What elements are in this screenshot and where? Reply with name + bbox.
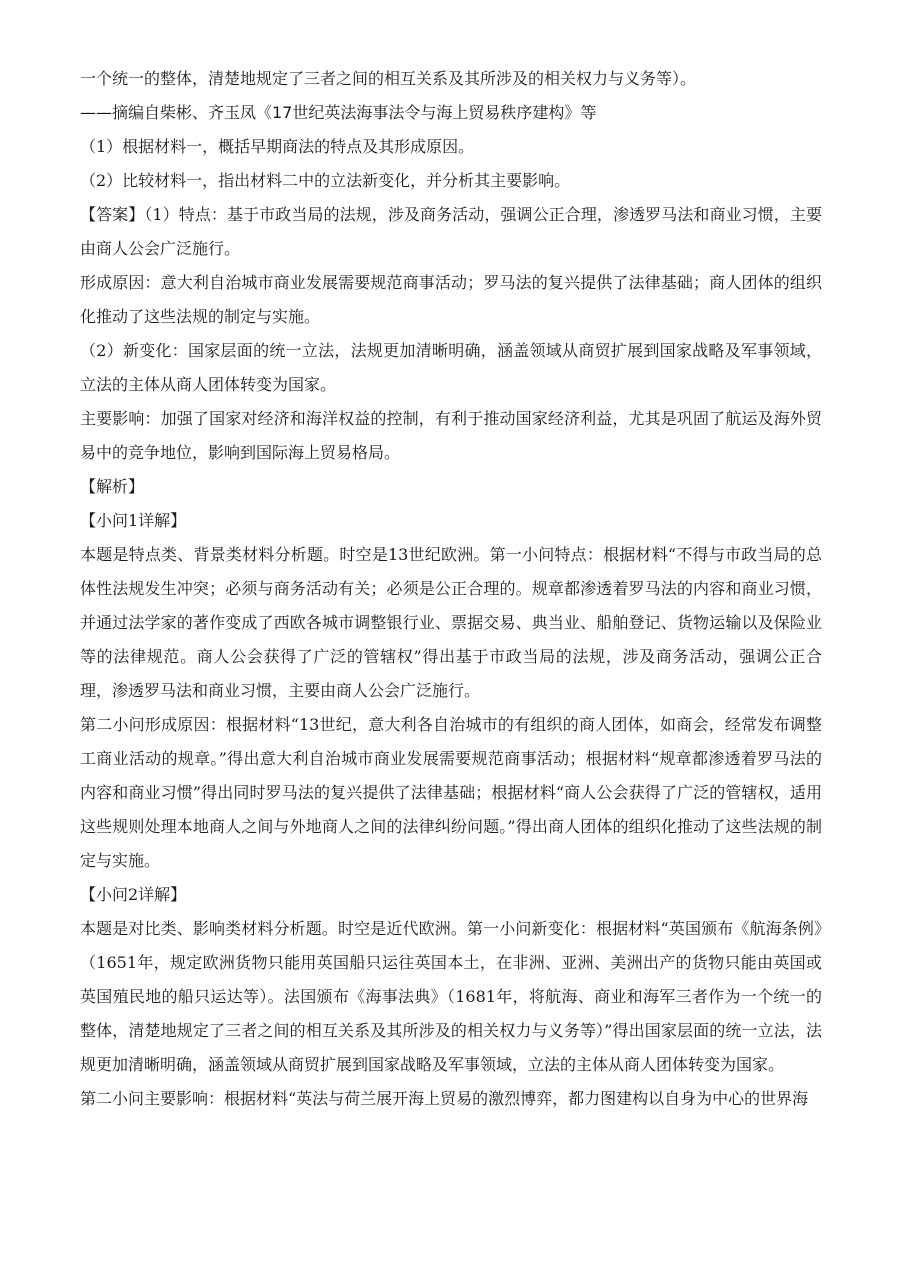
sub-question-1-paragraph-2: 第二小问形成原因：根据材料“13世纪，意大利各自治城市的有组织的商人团体，如商会，经常发布调整工商业活动的规章。”得出意大利自治城市商业发展需要规范商事活动；根据材料“规章都渗透着罗马法的内容和商业习惯”得出同时罗马法的复兴提供了法律基础；根据材料“商人公会获得了广泛的管辖权，适用这些规则处理本地商人之间与外地商人之间的法律纠纷问题。”得出商人团体的组织化推动了这些法规的制定与实施。 [80,715,822,870]
question-1: （1）根据材料一，概括早期商法的特点及其形成原因。 [80,137,475,156]
answer-q1-features [80,198,822,266]
sub-question-1-paragraph-1: 本题是特点类、背景类材料分析题。时空是13世纪欧洲。第一小问特点：根据材料“不得与市政当局的总体性法规发生冲突；必须与商务活动有关；必须是公正合理的。规章都渗透着罗马法的内容和商业习惯，并通过法学家的著作变成了西欧各城市调整银行业、票据交易、典当业、船舶登记、货物运输以及保险业等的法律规范。商人公会获得了广泛的管辖权”得出基于市政当局的法规，涉及商务活动，强调公正合理，渗透罗马法和商业习惯，主要由商人公会广泛施行。 [80,545,822,700]
sub-question-2-paragraph-1: 本题是对比类、影响类材料分析题。时空是近代欧洲。第一小问新变化：根据材料“英国颁布《航海条例》（1651年，规定欧洲货物只能用英国船只运往英国本土，在非洲、亚洲、美洲出产的货物只能由英国或英国殖民地的船只运达等）。法国颁布《海事法典》（1681年，将航海、商业和海军三者作为一个统一的整体，清楚地规定了三者之间的相互关系及其所涉及的相关权力与义务等）”得出国家层面的统一立法，法规更加清晰明确，涵盖领域从商贸扩展到国家战略及军事领域，立法的主体从商人团体转变为国家。 [80,919,822,1074]
sub-question-2-heading: 【小问2详解】 [80,885,187,904]
answer-q1-features-text: （1）特点：基于市政当局的法规，涉及商务活动，强调公正合理，渗透罗马法和商业习惯，主要由商人公会广泛施行。 [80,205,822,258]
document-page [80,62,822,1116]
sub-question-1-heading: 【小问1详解】 [80,511,187,530]
material-end: 一个统一的整体，清楚地规定了三者之间的相互关系及其所涉及的相关权力与义务等）。 [80,69,697,88]
answer-label: 【答案】 [80,205,145,224]
question-2: （2）比较材料一，指出材料二中的立法新变化，并分析其主要影响。 [80,171,571,190]
analysis-label: 【解析】 [80,477,145,496]
answer-q2-impact: 主要影响：加强了国家对经济和海洋权益的控制，有利于推动国家经济利益，尤其是巩固了航运及海外贸易中的竞争地位，影响到国际海上贸易格局。 [80,409,822,462]
sub-question-2-paragraph-2: 第二小问主要影响：根据材料“英法与荷兰展开海上贸易的激烈博弈，都力图建构以自身为中心的世界海 [80,1089,809,1108]
answer-q1-reasons: 形成原因：意大利自治城市商业发展需要规范商事活动；罗马法的复兴提供了法律基础；商人团体的组织化推动了这些法规的制定与实施。 [80,273,822,326]
material-source: ——摘编自柴彬、齐玉凤《17世纪英法海事法令与海上贸易秩序建构》等 [80,103,597,122]
answer-q2-changes: （2）新变化：国家层面的统一立法，法规更加清晰明确，涵盖领域从商贸扩展到国家战略及军事领域，立法的主体从商人团体转变为国家。 [80,341,822,394]
